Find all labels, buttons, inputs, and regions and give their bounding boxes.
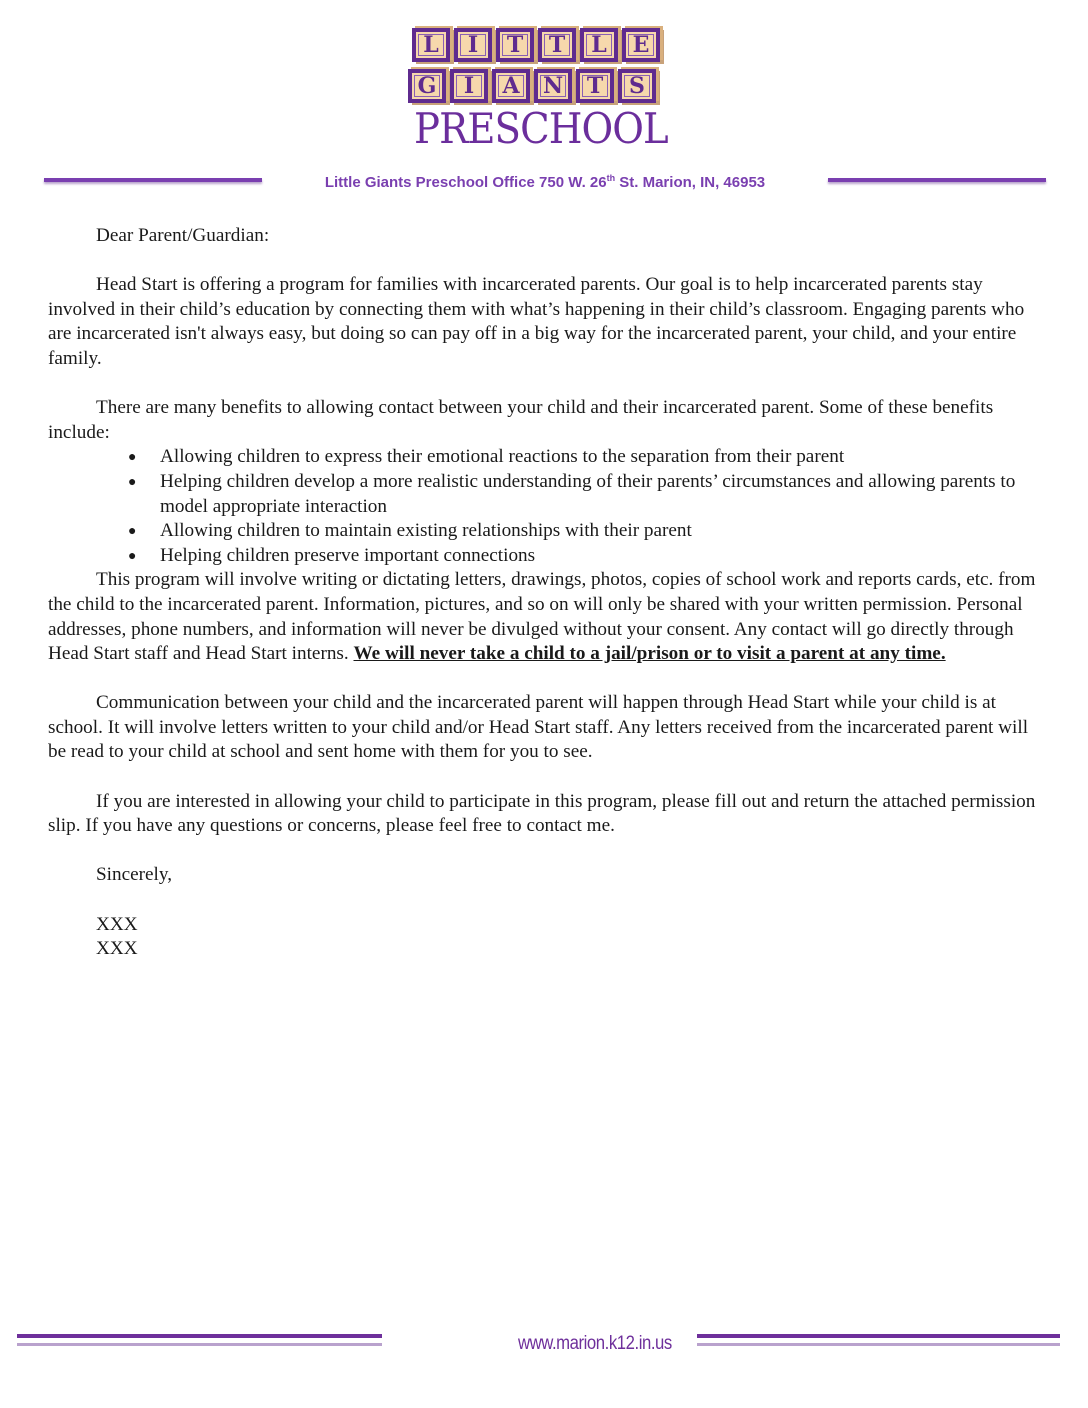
- list-item: ● Helping children preserve important connections: [160, 544, 1043, 569]
- salutation: Dear Parent/Guardian:: [96, 225, 270, 246]
- address-ordinal: th: [606, 173, 616, 183]
- logo-row-little: [412, 28, 664, 62]
- logo-block: I: [454, 28, 492, 62]
- address-suffix: St. Marion, IN, 46953: [615, 174, 766, 191]
- logo-block: S: [618, 69, 656, 103]
- logo-block: I: [450, 69, 488, 103]
- list-item: ● Allowing children to express their emotional reactions to the separation from their parent: [160, 445, 1043, 470]
- logo-block: G: [408, 69, 446, 103]
- logo-block: L: [580, 28, 618, 62]
- signature-title: XXX: [96, 938, 138, 960]
- paragraph-benefits: There are many benefits to allowing contact between your child and their incarcerated parent. Some of these benefits include:: [48, 397, 994, 443]
- list-item: ● Allowing children to maintain existing relationships with their parent: [160, 519, 1043, 544]
- logo-block: A: [492, 69, 530, 103]
- closing: Sincerely,: [96, 864, 173, 886]
- footer-divider-left-light: [17, 1343, 382, 1346]
- paragraph-permission: If you are interested in allowing your child to participate in this program, please fill out and return the attached permission slip. If you have any questions or concerns, please feel free to contact me.: [48, 790, 1036, 837]
- little-giants-preschool-logo: [408, 26, 683, 152]
- website-link[interactable]: www.marion.k12.in.us: [518, 1333, 672, 1354]
- logo-block: L: [412, 28, 450, 62]
- header-divider-left: [44, 178, 262, 182]
- paragraph-communication: Communication between your child and the incarcerated parent will happen through Head Start while your child is at school. It will involve letters written to your child and/or Head Start staff. Any letters received from the incarcerated parent will be read to your child at school and sent home with them for you to see.: [48, 692, 1029, 763]
- paragraph-program-text: This program will involve writing or dictating letters, drawings, photos, copies of school work and reports cards, etc. from the child to the incarcerated parent. Information, pictures, and so on will only be shared with your written permission. Personal addresses, phone numbers, and information will never be divulged without your consent. Any contact will go directly through Head Start staff and Head Start interns.: [48, 569, 1036, 665]
- list-item: ● Helping children develop a more realistic understanding of their parents’ circumstances and allowing parents to model appropriate interaction: [160, 470, 1043, 519]
- footer-divider-right-dark: [697, 1334, 1060, 1338]
- safety-statement: We will never take a child to a jail/prison or to visit a parent at any time.: [353, 643, 946, 665]
- letter-body: [48, 224, 1043, 986]
- signature-name: XXX: [96, 913, 138, 935]
- logo-block: T: [496, 28, 534, 62]
- logo-wordmark: PRESCHOOL: [414, 104, 668, 153]
- header-divider-right: [828, 178, 1046, 182]
- paragraph-intro: Head Start is offering a program for families with incarcerated parents. Our goal is to help incarcerated parents stay involved in their child’s education by connecting them with what’s happening in their child’s classroom. Engaging parents who are incarcerated isn't always easy, but doing so can pay off in a big way for the incarcerated parent, your child, and your entire family.: [48, 274, 1025, 369]
- logo-block: T: [538, 28, 576, 62]
- benefits-list: [48, 445, 1043, 568]
- logo-block: E: [622, 28, 660, 62]
- school-address: [262, 173, 828, 191]
- logo-block: T: [576, 69, 614, 103]
- logo-block: N: [534, 69, 572, 103]
- logo-row-giants: [408, 69, 660, 103]
- footer-divider-left-dark: [17, 1334, 382, 1338]
- signature: [48, 913, 1043, 962]
- paragraph-program: [48, 568, 1043, 666]
- address-prefix: Little Giants Preschool Office 750 W. 26: [324, 174, 607, 191]
- footer-divider-right-light: [697, 1343, 1060, 1346]
